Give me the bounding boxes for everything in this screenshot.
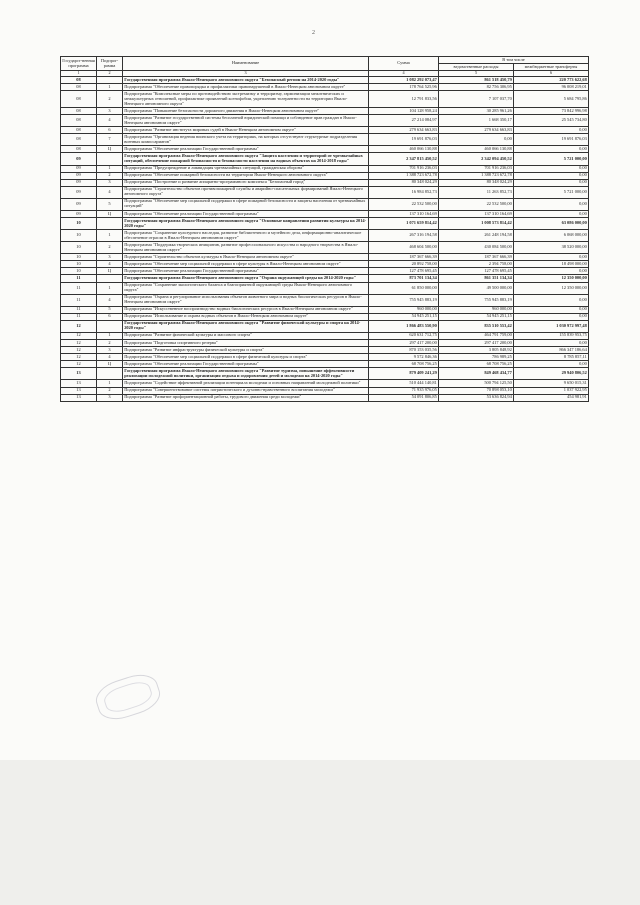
program-name-cell: Подпрограмма "Поддержка творческих инициатив, развитие профессионального искусства и народного творчества в Ямало-Ненецком автономном округе" — [123, 242, 369, 254]
subprogram-code-cell — [97, 320, 123, 332]
subprogram-row — [61, 84, 589, 91]
program-name-cell: Подпрограмма "Развитие физической культуры и массового спорта" — [123, 332, 369, 339]
program-name-cell: Подпрограмма "Развитие государственной системы бесплатной юридической помощи и соблюдение прав граждан в Ямало-Ненецком автономном округе" — [123, 115, 369, 127]
total-sum-cell: 279 634 663,83 — [369, 127, 439, 134]
total-sum-cell: 460 066 130,88 — [369, 146, 439, 153]
subprogram-code-cell: 1 — [97, 165, 123, 172]
total-sum-cell: 1 071 659 814,42 — [369, 218, 439, 230]
program-code-cell: 12 — [61, 354, 97, 361]
index-cell: 2 — [97, 71, 123, 77]
program-name-cell: Подпрограмма "Обеспечение мер социальной поддержки в сфере культуры в Ямало-Ненецком автономном округе" — [123, 261, 369, 268]
subprogram-code-cell — [97, 153, 123, 165]
total-sum-cell: 22 532 500,00 — [369, 198, 439, 210]
subprogram-row — [61, 387, 589, 394]
program-name-cell: Государственная программа Ямало-Ненецкого автономного округа "Безопасный регион на 2014-2020 годы" — [123, 76, 369, 83]
subprogram-code-cell: 2 — [97, 91, 123, 108]
subprogram-row — [61, 198, 589, 210]
departmental-cell: 82 756 306,95 — [439, 84, 514, 91]
header-transfers: межбюджетные трансферты — [514, 64, 589, 71]
transfers-cell: 9 650 015,31 — [514, 380, 589, 387]
subprogram-code-cell: 1 — [97, 332, 123, 339]
program-name-cell: Подпрограмма "Обеспечение мер социальной поддержки в сфере физической культуры и спорта" — [123, 354, 369, 361]
subprogram-code-cell: Ц — [97, 210, 123, 217]
transfers-cell: 0,00 — [514, 254, 589, 261]
program-name-cell: Подпрограмма "Строительство объектов культуры в Ямало-Ненецком автономном округе" — [123, 254, 369, 261]
departmental-cell: 960 000,00 — [439, 306, 514, 313]
subprogram-code-cell — [97, 275, 123, 282]
program-code-cell: 11 — [61, 282, 97, 294]
program-name-cell: Подпрограмма "Построение и развитие аппаратно-программного комплекса "Безопасный город" — [123, 179, 369, 186]
program-code-cell: 12 — [61, 361, 97, 368]
transfers-cell: 18 498 000,00 — [514, 261, 589, 268]
total-sum-cell: 104 128 958,24 — [369, 108, 439, 115]
subprogram-row — [61, 339, 589, 346]
program-code-cell: 13 — [61, 380, 97, 387]
total-sum-cell: 71 935 976,05 — [369, 387, 439, 394]
total-sum-cell: 68 708 756,25 — [369, 361, 439, 368]
total-sum-cell: 873 701 134,34 — [369, 275, 439, 282]
program-row — [61, 153, 589, 165]
subprogram-code-cell: 3 — [97, 347, 123, 354]
transfers-cell: 12 350 000,00 — [514, 275, 589, 282]
subprogram-code-cell — [97, 76, 123, 83]
departmental-cell: 11 263 852,73 — [439, 186, 514, 198]
program-code-cell: 09 — [61, 198, 97, 210]
transfers-cell: 0,00 — [514, 198, 589, 210]
subprogram-row — [61, 91, 589, 108]
total-sum-cell: 16 984 852,73 — [369, 186, 439, 198]
departmental-cell: 1 008 573 814,42 — [439, 218, 514, 230]
total-sum-cell: 9 572 846,36 — [369, 354, 439, 361]
program-name-cell: Подпрограмма "Подготовка спортивного резерва" — [123, 339, 369, 346]
program-code-cell: 12 — [61, 320, 97, 332]
departmental-cell: 7 107 037,70 — [439, 91, 514, 108]
transfers-cell: 0,00 — [514, 172, 589, 179]
header-gp: Государст-венная программа — [61, 57, 97, 71]
subprogram-row — [61, 230, 589, 242]
program-row — [61, 76, 589, 83]
program-code-cell: 08 — [61, 146, 97, 153]
total-sum-cell: 870 153 035,56 — [369, 347, 439, 354]
transfers-cell: 0,00 — [514, 313, 589, 320]
program-code-cell: 10 — [61, 218, 97, 230]
program-code-cell: 12 — [61, 332, 97, 339]
program-name-cell: Подпрограмма "Сохранение культурного наследия, развитие библиотечного и музейного дела, информационно-аналитическое обеспечение отрасли в Ямало-Ненецком автономном округе" — [123, 230, 369, 242]
program-code-cell: 12 — [61, 339, 97, 346]
departmental-cell: 297 417 200,00 — [439, 339, 514, 346]
subprogram-code-cell: 3 — [97, 254, 123, 261]
program-name-cell: Подпрограмма "Организация ведения воинского учета на территориях, на которых отсутствуют структурные подразделения военных комиссариатов" — [123, 134, 369, 146]
subprogram-code-cell: 7 — [97, 134, 123, 146]
total-sum-cell: 19 691 876,03 — [369, 134, 439, 146]
program-name-cell: Подпрограмма "Обеспечение пожарной безопасности на территории Ямало-Ненецкого автономного округа" — [123, 172, 369, 179]
departmental-cell: 701 916 236,03 — [439, 165, 514, 172]
total-sum-cell: 127 478 695,45 — [369, 268, 439, 275]
program-name-cell: Подпрограмма "Охрана и регулирование использования объектов животного мира и водных биологических ресурсов в Ямало-Ненецком автономном округе" — [123, 294, 369, 306]
program-code-cell: 08 — [61, 84, 97, 91]
program-name-cell: Подпрограмма "Предупреждение и ликвидация чрезвычайных ситуаций, гражданская оборона" — [123, 165, 369, 172]
program-code-cell: 08 — [61, 127, 97, 134]
transfers-cell: 29 940 806,52 — [514, 368, 589, 380]
program-code-cell: 10 — [61, 230, 97, 242]
departmental-cell: 861 351 134,34 — [439, 275, 514, 282]
program-code-cell: 11 — [61, 294, 97, 306]
total-sum-cell: 137 310 164,69 — [369, 210, 439, 217]
program-name-cell: Государственная программа Ямало-Ненецкого автономного округа "Развитие туризма, повышение эффективности реализации молодежной политики, организация отдыха и оздоровления детей и молодежи на 2014-2020 годы" — [123, 368, 369, 380]
departmental-cell: 786 989,25 — [439, 354, 514, 361]
program-code-cell: 12 — [61, 347, 97, 354]
transfers-cell: 0,00 — [514, 339, 589, 346]
subprogram-row — [61, 254, 589, 261]
program-name-cell: Подпрограмма "Обеспечение реализации Государственной программы" — [123, 268, 369, 275]
departmental-cell: 70 898 053,10 — [439, 387, 514, 394]
program-code-cell: 08 — [61, 134, 97, 146]
program-code-cell: 11 — [61, 306, 97, 313]
total-sum-cell: 187 367 666,39 — [369, 254, 439, 261]
departmental-cell: 80 348 024,29 — [439, 179, 514, 186]
program-name-cell: Подпрограмма "Обеспечение реализации Государственной программы" — [123, 361, 369, 368]
subprogram-code-cell: 4 — [97, 186, 123, 198]
subprogram-row — [61, 394, 589, 401]
departmental-cell: 30 285 961,26 — [439, 108, 514, 115]
program-code-cell: 09 — [61, 153, 97, 165]
program-name-cell: Государственная программа Ямало-Ненецкого автономного округа "Развитие физической культуры и спорта на 2014-2020 годы" — [123, 320, 369, 332]
transfers-cell: 19 691 876,03 — [514, 134, 589, 146]
program-name-cell: Подпрограмма "Обеспечение правопорядка и профилактики правонарушений в Ямало-Ненецком автономном округе" — [123, 84, 369, 91]
program-name-cell: Подпрограмма "Развитие института мировых судей в Ямало-Ненецком автономном округе" — [123, 127, 369, 134]
program-code-cell: 13 — [61, 394, 97, 401]
subprogram-row — [61, 108, 589, 115]
total-sum-cell: 178 764 525,96 — [369, 84, 439, 91]
total-sum-cell: 54 945 251,15 — [369, 313, 439, 320]
subprogram-row — [61, 361, 589, 368]
departmental-cell: 68 708 756,25 — [439, 361, 514, 368]
program-code-cell: 08 — [61, 76, 97, 83]
transfers-cell: 12 350 000,00 — [514, 282, 589, 294]
subprogram-code-cell: Ц — [97, 361, 123, 368]
transfers-cell: 38 520 000,00 — [514, 242, 589, 254]
subprogram-code-cell: 4 — [97, 354, 123, 361]
subprogram-code-cell: 4 — [97, 294, 123, 306]
budget-table — [60, 56, 589, 402]
departmental-cell: 1 668 350,17 — [439, 115, 514, 127]
header-pp: Подпрог-рамма — [97, 57, 123, 71]
transfers-cell: 0,00 — [514, 127, 589, 134]
program-code-cell: 10 — [61, 254, 97, 261]
header-departmental: ведомственные расходы — [439, 64, 514, 71]
transfers-cell: 0,00 — [514, 268, 589, 275]
program-code-cell: 09 — [61, 165, 97, 172]
departmental-cell: 261 248 194,58 — [439, 230, 514, 242]
subprogram-code-cell: 4 — [97, 115, 123, 127]
subprogram-row — [61, 354, 589, 361]
program-name-cell: Государственная программа Ямало-Ненецкого автономного округа "Охрана окружающей среды на 2014-2020 годы" — [123, 275, 369, 282]
total-sum-cell: 960 000,00 — [369, 306, 439, 313]
departmental-cell: 460 066 130,88 — [439, 146, 514, 153]
transfers-cell: 63 086 000,00 — [514, 218, 589, 230]
program-name-cell: Подпрограмма "Обеспечение реализации Государственной программы" — [123, 146, 369, 153]
program-code-cell: 09 — [61, 172, 97, 179]
departmental-cell: 53 636 824,94 — [439, 394, 514, 401]
transfers-cell: 0,00 — [514, 165, 589, 172]
subprogram-code-cell — [97, 218, 123, 230]
departmental-cell: 500 794 125,50 — [439, 380, 514, 387]
subprogram-row — [61, 242, 589, 254]
program-code-cell: 10 — [61, 261, 97, 268]
total-sum-cell: 468 604 500,00 — [369, 242, 439, 254]
program-name-cell: Подпрограмма "Развитие профориентационной работы, трудового движения среди молодежи" — [123, 394, 369, 401]
departmental-cell: 49 500 000,00 — [439, 282, 514, 294]
program-name-cell: Подпрограмма "Комплексные меры по противодействию экстремизму и терроризму, гармонизации межэтнических и межкультурных отношений, профилактике проявлений ксенофобии, укреплению толерантности на территории Ямало-Ненецкого автономного округа" — [123, 91, 369, 108]
subprogram-code-cell: 3 — [97, 179, 123, 186]
subprogram-code-cell: 6 — [97, 313, 123, 320]
subprogram-row — [61, 294, 589, 306]
subprogram-code-cell: 3 — [97, 108, 123, 115]
transfers-cell: 73 842 996,98 — [514, 108, 589, 115]
program-name-cell: Подпрограмма "Совершенствование системы патриотического и духовно-нравственного воспитания молодежи" — [123, 387, 369, 394]
subprogram-code-cell: 6 — [97, 127, 123, 134]
transfers-cell: 0,00 — [514, 179, 589, 186]
header-sum: Сумма — [369, 57, 439, 71]
departmental-cell: 187 367 666,39 — [439, 254, 514, 261]
subprogram-row — [61, 306, 589, 313]
subprogram-code-cell: Ц — [97, 146, 123, 153]
program-name-cell: Подпрограмма "Повышение безопасности дорожного движения в Ямало-Ненецком автономном округе" — [123, 108, 369, 115]
subprogram-code-cell: 1 — [97, 230, 123, 242]
transfers-cell: 0,00 — [514, 361, 589, 368]
total-sum-cell: 20 892 758,00 — [369, 261, 439, 268]
index-cell: 6 — [514, 71, 589, 77]
subprogram-code-cell: 1 — [97, 84, 123, 91]
program-code-cell: 08 — [61, 91, 97, 108]
subprogram-row — [61, 115, 589, 127]
transfers-cell: 866 347 186,64 — [514, 347, 589, 354]
transfers-cell: 0,00 — [514, 294, 589, 306]
subprogram-row — [61, 313, 589, 320]
program-name-cell: Подпрограмма "Строительство объектов противопожарной службы и аварийно-спасательных формирований Ямало-Ненецкого автономного округа" — [123, 186, 369, 198]
program-name-cell: Подпрограмма "Искусственное воспроизводство водных биологических ресурсов в Ямало-Ненецком автономном округе" — [123, 306, 369, 313]
subprogram-code-cell: 3 — [97, 394, 123, 401]
subprogram-code-cell: 4 — [97, 261, 123, 268]
program-code-cell: 11 — [61, 275, 97, 282]
header-including: В том числе — [439, 57, 589, 64]
total-sum-cell: 12 791 833,56 — [369, 91, 439, 108]
transfers-cell: 155 839 953,75 — [514, 332, 589, 339]
subprogram-row — [61, 179, 589, 186]
total-sum-cell: 80 348 024,29 — [369, 179, 439, 186]
transfers-cell: 0,00 — [514, 146, 589, 153]
program-code-cell: 08 — [61, 115, 97, 127]
page-number: 2 — [312, 30, 315, 36]
transfers-cell: 1 037 922,95 — [514, 387, 589, 394]
program-name-cell: Подпрограмма "Сохранение экологического баланса и благоприятной окружающей среды Ямало-Ненецкого автономного округа" — [123, 282, 369, 294]
transfers-cell: 96 008 219,01 — [514, 84, 589, 91]
subprogram-code-cell: 2 — [97, 339, 123, 346]
program-name-cell: Подпрограмма "Обеспечение реализации Государственной программы" — [123, 210, 369, 217]
departmental-cell: 279 634 663,83 — [439, 127, 514, 134]
subprogram-row — [61, 186, 589, 198]
program-name-cell: Государственная программа Ямало-Ненецкого автономного округа "Защита населения и территорий от чрезвычайных ситуаций, обеспечение пожарной безопасности и безопасности населения на водных объектах на 2014-2018 годы" — [123, 153, 369, 165]
departmental-cell: 464 791 759,00 — [439, 332, 514, 339]
departmental-cell: 430 084 500,00 — [439, 242, 514, 254]
program-code-cell: 09 — [61, 210, 97, 217]
subprogram-code-cell: 2 — [97, 172, 123, 179]
transfers-cell: 0,00 — [514, 210, 589, 217]
subprogram-row — [61, 165, 589, 172]
transfers-cell: 0,00 — [514, 306, 589, 313]
departmental-cell: 755 945 883,19 — [439, 294, 514, 306]
subprogram-code-cell — [97, 368, 123, 380]
program-code-cell: 08 — [61, 108, 97, 115]
total-sum-cell: 2 347 815 450,52 — [369, 153, 439, 165]
header-name: Наименование — [123, 57, 369, 71]
total-sum-cell: 755 945 883,19 — [369, 294, 439, 306]
transfers-cell: 220 773 622,68 — [514, 76, 589, 83]
program-name-cell: Государственная программа Ямало-Ненецкого автономного округа "Основные направления развития культуры на 2014-2020 годы" — [123, 218, 369, 230]
program-name-cell: Подпрограмма "Развитие инфраструктуры физической культуры и спорта" — [123, 347, 369, 354]
subprogram-code-cell: 1 — [97, 380, 123, 387]
transfers-cell: 1 030 972 997,48 — [514, 320, 589, 332]
index-cell: 4 — [369, 71, 439, 77]
subprogram-row — [61, 332, 589, 339]
index-cell: 5 — [439, 71, 514, 77]
total-sum-cell: 879 409 241,29 — [369, 368, 439, 380]
program-code-cell: 09 — [61, 186, 97, 198]
index-cell: 1 — [61, 71, 97, 77]
total-sum-cell: 267 316 194,58 — [369, 230, 439, 242]
departmental-cell: 849 468 434,77 — [439, 368, 514, 380]
subprogram-row — [61, 172, 589, 179]
departmental-cell: 861 518 450,79 — [439, 76, 514, 83]
total-sum-cell: 61 850 000,00 — [369, 282, 439, 294]
subprogram-row — [61, 261, 589, 268]
subprogram-row — [61, 127, 589, 134]
program-code-cell: 11 — [61, 313, 97, 320]
subprogram-code-cell: 1 — [97, 282, 123, 294]
program-row — [61, 368, 589, 380]
program-row — [61, 218, 589, 230]
program-code-cell: 09 — [61, 179, 97, 186]
program-code-cell: 10 — [61, 268, 97, 275]
departmental-cell: 835 510 553,42 — [439, 320, 514, 332]
index-cell: 3 — [123, 71, 369, 77]
subprogram-row — [61, 380, 589, 387]
departmental-cell: 54 945 251,15 — [439, 313, 514, 320]
total-sum-cell: 1 866 483 550,90 — [369, 320, 439, 332]
program-code-cell: 13 — [61, 387, 97, 394]
transfers-cell: 5 721 000,00 — [514, 153, 589, 165]
departmental-cell: 2 342 094 450,52 — [439, 153, 514, 165]
total-sum-cell: 701 916 236,03 — [369, 165, 439, 172]
subprogram-code-cell: Ц — [97, 268, 123, 275]
departmental-cell: 22 532 500,00 — [439, 198, 514, 210]
program-name-cell: Подпрограмма "Использование и охрана водных объектов в Ямало-Ненецком автономном округе" — [123, 313, 369, 320]
transfers-cell: 5 721 000,00 — [514, 186, 589, 198]
program-name-cell: Подпрограмма "Обеспечение мер социальной поддержки в сфере пожарной безопасности и защиты населения от чрезвычайных ситуаций" — [123, 198, 369, 210]
subprogram-code-cell: 2 — [97, 387, 123, 394]
subprogram-row — [61, 146, 589, 153]
subprogram-row — [61, 134, 589, 146]
departmental-cell: 0,00 — [439, 134, 514, 146]
program-row — [61, 320, 589, 332]
subprogram-row — [61, 210, 589, 217]
transfers-cell: 454 981,91 — [514, 394, 589, 401]
stamp-mark — [92, 669, 165, 725]
total-sum-cell: 54 091 806,85 — [369, 394, 439, 401]
subprogram-row — [61, 268, 589, 275]
table-body — [61, 76, 589, 401]
total-sum-cell: 620 631 712,75 — [369, 332, 439, 339]
total-sum-cell: 1 082 292 073,47 — [369, 76, 439, 83]
transfers-cell: 8 785 857,11 — [514, 354, 589, 361]
departmental-cell: 137 310 164,69 — [439, 210, 514, 217]
program-code-cell: 13 — [61, 368, 97, 380]
subprogram-code-cell: 5 — [97, 306, 123, 313]
transfers-cell: 5 684 795,86 — [514, 91, 589, 108]
total-sum-cell: 27 214 084,97 — [369, 115, 439, 127]
departmental-cell: 1 388 723 672,78 — [439, 172, 514, 179]
program-code-cell: 10 — [61, 242, 97, 254]
total-sum-cell: 510 444 140,81 — [369, 380, 439, 387]
program-name-cell: Подпрограмма "Содействие эффективной реализации потенциала молодежи и основных направлений молодежной политики" — [123, 380, 369, 387]
departmental-cell: 2 394 758,00 — [439, 261, 514, 268]
subprogram-row — [61, 347, 589, 354]
program-row — [61, 275, 589, 282]
total-sum-cell: 1 388 723 672,78 — [369, 172, 439, 179]
departmental-cell: 127 478 695,45 — [439, 268, 514, 275]
total-sum-cell: 297 417 200,00 — [369, 339, 439, 346]
subprogram-code-cell: 5 — [97, 198, 123, 210]
transfers-cell: 25 545 734,80 — [514, 115, 589, 127]
subprogram-code-cell: 2 — [97, 242, 123, 254]
subprogram-row — [61, 282, 589, 294]
departmental-cell: 3 805 848,92 — [439, 347, 514, 354]
transfers-cell: 6 068 000,00 — [514, 230, 589, 242]
